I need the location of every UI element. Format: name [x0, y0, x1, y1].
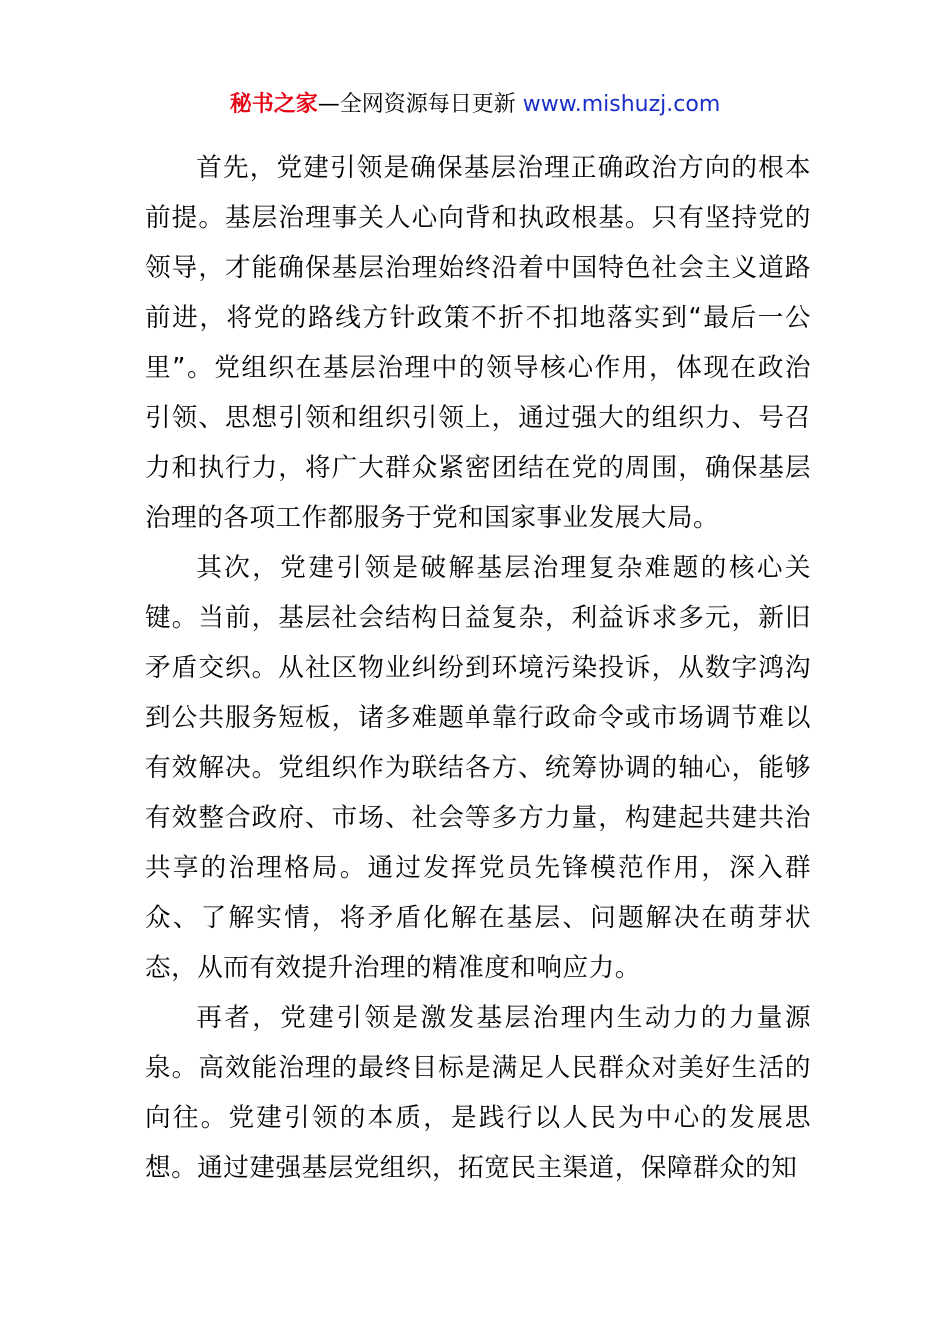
document-body: [145, 143, 811, 1193]
paragraph-third: 再者，党建引领是激发基层治理内生动力的力量源泉。高效能治理的最终目标是满足人民群众对美好生活的向往。党建引领的本质，是践行以人民为中心的发展思想。通过建强基层党组织，拓宽民主渠道，保障群众的知: [145, 1003, 811, 1183]
page-header: [0, 88, 950, 122]
site-tagline: —全网资源每日更新: [317, 92, 523, 117]
site-brand: 秘书之家: [229, 92, 318, 117]
site-url-link[interactable]: www.mishuzj.com: [522, 92, 721, 117]
paragraph-second: 其次，党建引领是破解基层治理复杂难题的核心关键。当前，基层社会结构日益复杂，利益诉求多元，新旧矛盾交织。从社区物业纠纷到环境污染投诉，从数字鸿沟到公共服务短板，诸多难题单靠行政命令或市场调节难以有效解决。党组织作为联结各方、统筹协调的轴心，能够有效整合政府、市场、社会等多方力量，构建起共建共治共享的治理格局。通过发挥党员先锋模范作用，深入群众、了解实情，将矛盾化解在基层、问题解决在萌芽状态，从而有效提升治理的精准度和响应力。: [145, 553, 811, 983]
paragraph-first: 首先，党建引领是确保基层治理正确政治方向的根本前提。基层治理事关人心向背和执政根基。只有坚持党的领导，才能确保基层治理始终沿着中国特色社会主义道路前进，将党的路线方针政策不折不扣地落实到“最后一公里”。党组织在基层治理中的领导核心作用，体现在政治引领、思想引领和组织引领上，通过强大的组织力、号召力和执行力，将广大群众紧密团结在党的周围，确保基层治理的各项工作都服务于党和国家事业发展大局。: [145, 153, 811, 533]
